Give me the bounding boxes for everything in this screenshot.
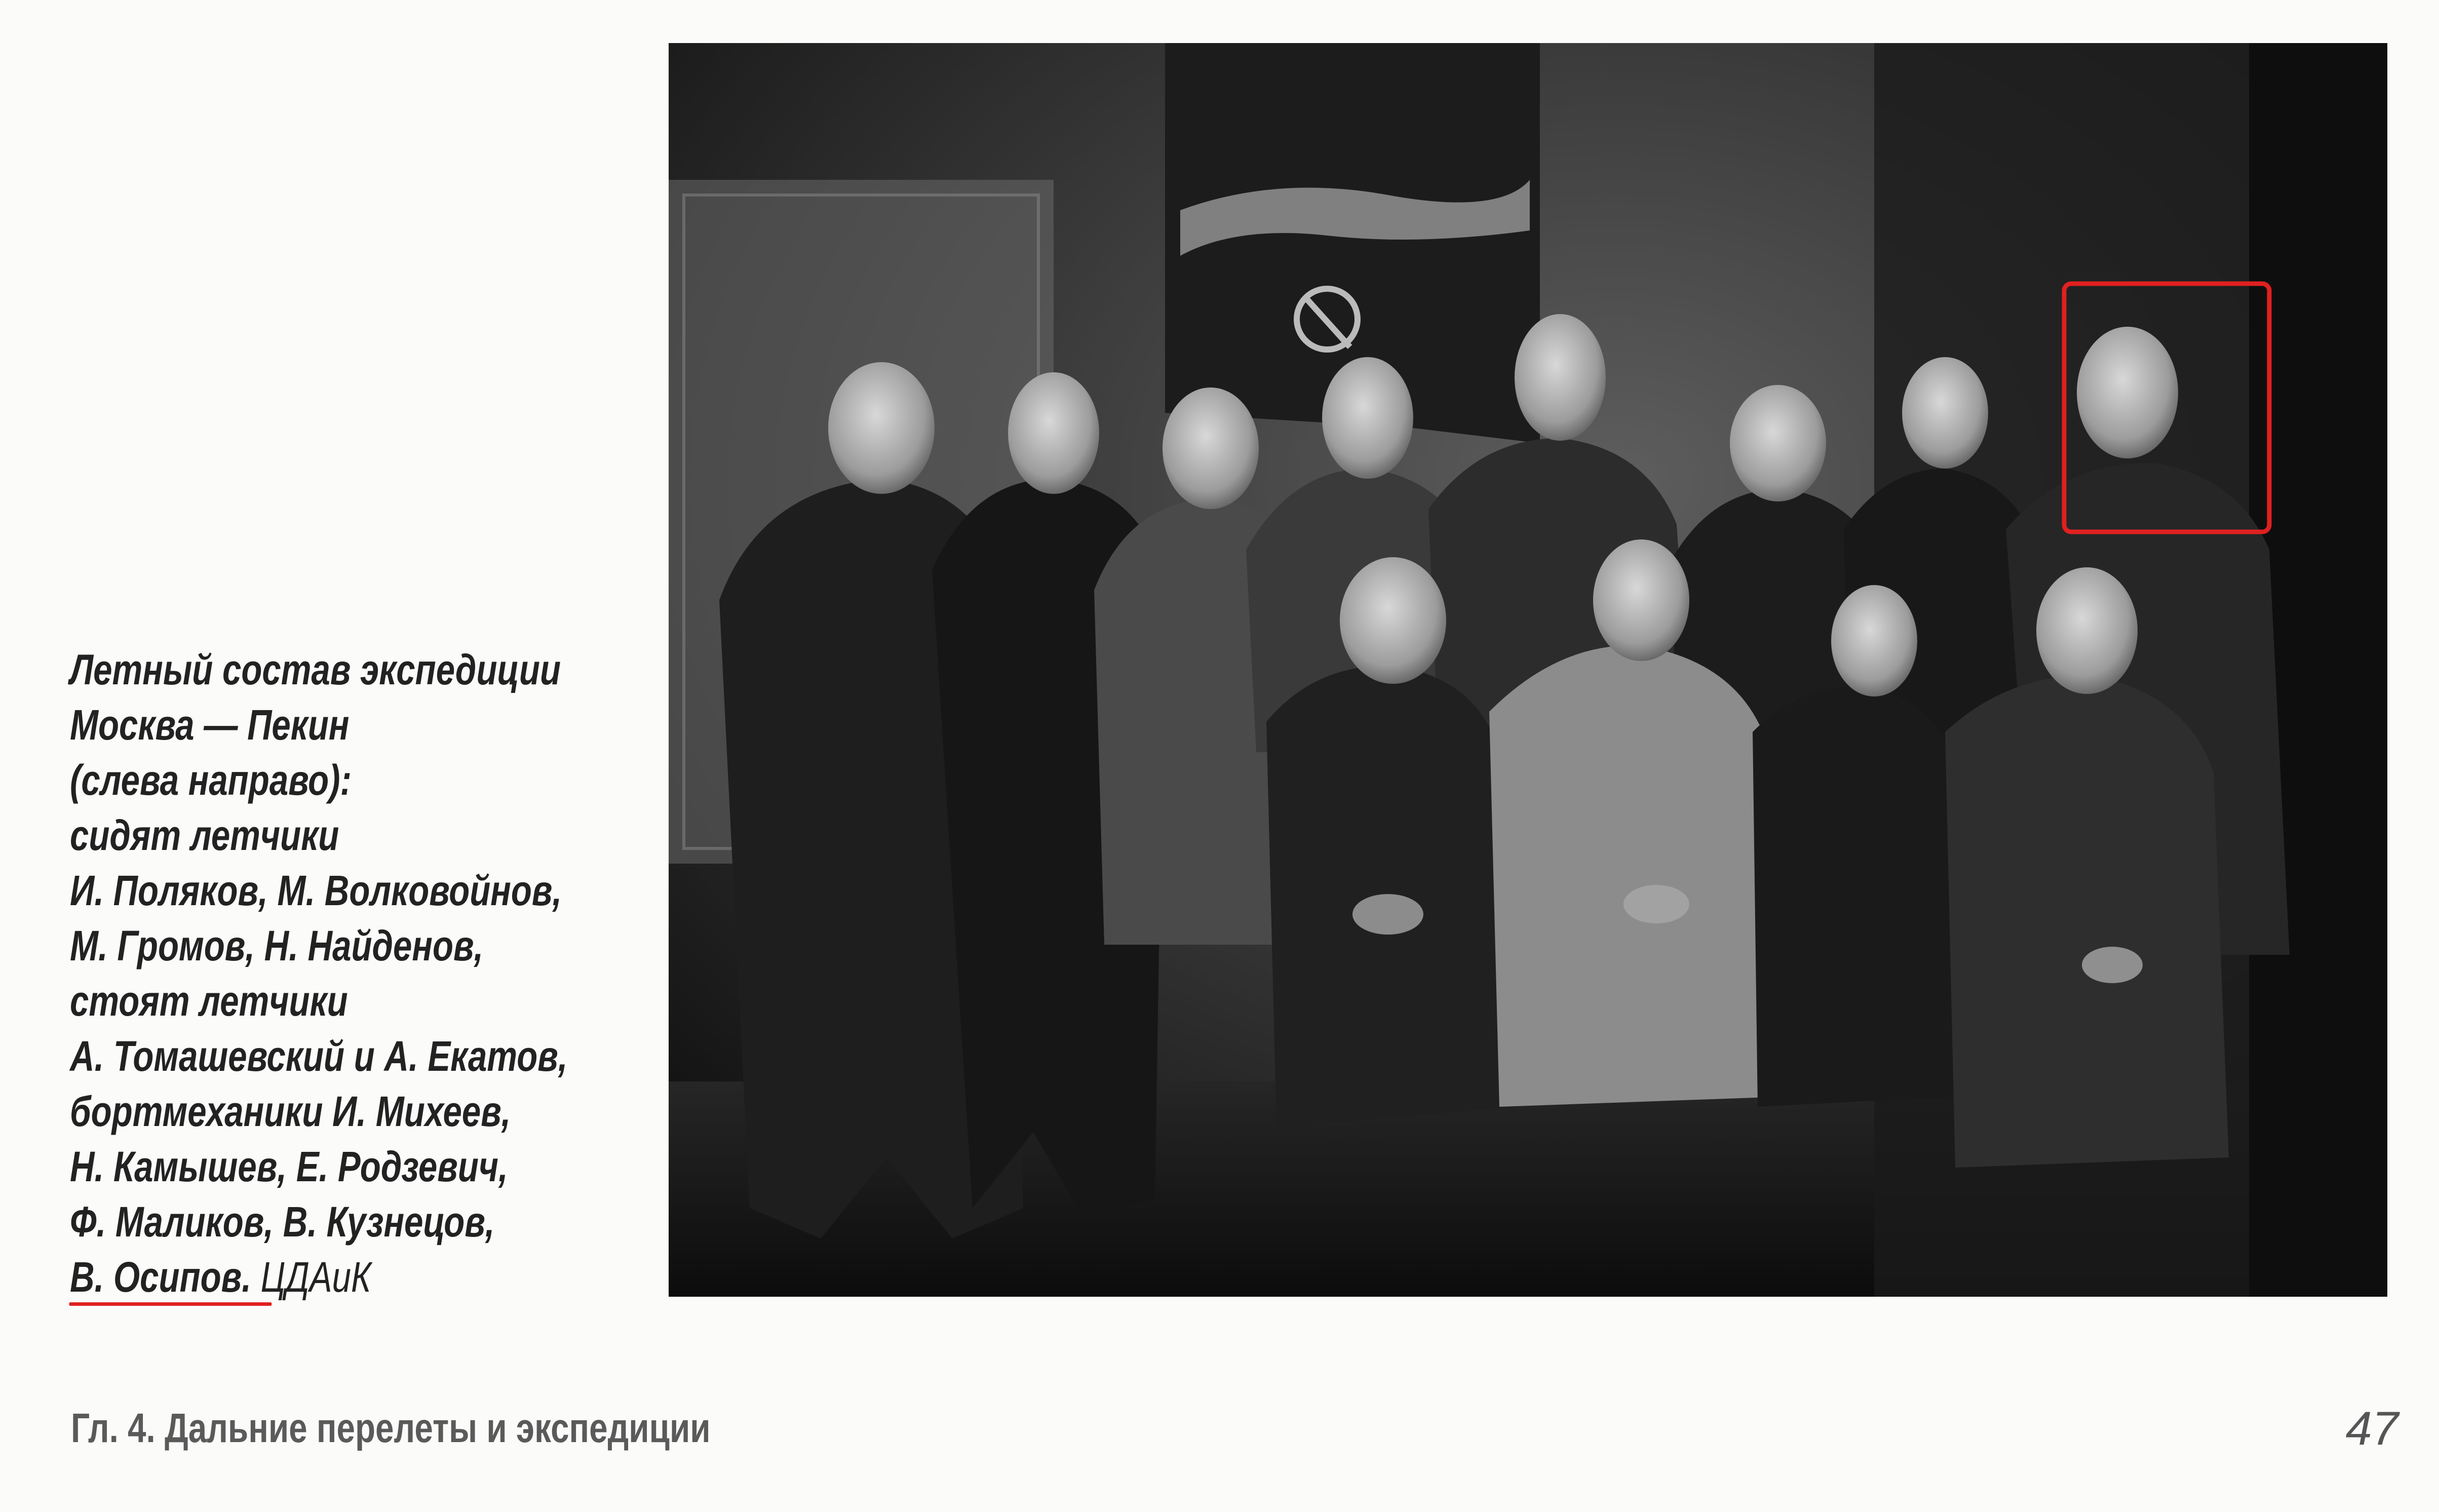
caption-line: сидят летчики [70, 811, 339, 859]
person-face [1340, 557, 1446, 684]
person-face [1730, 385, 1826, 501]
person-face [1593, 539, 1689, 661]
caption-source: ЦДАиК [260, 1253, 371, 1301]
red-underline-mark [69, 1302, 272, 1306]
person-face [1322, 357, 1413, 479]
page-number: 47 [2345, 1402, 2398, 1455]
caption-line: А. Томашевский и А. Екатов, [70, 1032, 568, 1080]
person-face [2077, 327, 2178, 458]
caption-line: Летный состав экспедиции [70, 646, 561, 693]
person-face [1902, 357, 1988, 469]
caption-line: стоят летчики [70, 977, 348, 1025]
person-face [1831, 585, 1917, 696]
person-face [1515, 314, 1606, 441]
caption-line: Москва — Пекин [70, 701, 350, 749]
caption-line: (слева направо): [70, 756, 352, 804]
caption-last-line [70, 1250, 540, 1305]
group-photograph [669, 43, 2387, 1297]
person-face [2036, 567, 2138, 694]
caption-line: Н. Камышев, Е. Родзевич, [70, 1143, 508, 1190]
photo-caption [70, 642, 568, 1305]
caption-line: И. Поляков, М. Волковойнов, [70, 867, 562, 914]
person-face [828, 362, 935, 494]
person-face [1163, 387, 1259, 509]
caption-line: Ф. Маликов, В. Кузнецов, [70, 1198, 495, 1246]
caption-highlighted-name: В. Осипов. [70, 1253, 251, 1301]
person-face [1008, 372, 1099, 494]
caption-line: бортмеханики И. Михеев, [70, 1088, 511, 1135]
group-photograph-illustration [669, 43, 2387, 1297]
caption-line: М. Громов, Н. Найденов, [70, 922, 484, 970]
chapter-title: Гл. 4. Дальние перелеты и экспедиции [71, 1405, 711, 1451]
